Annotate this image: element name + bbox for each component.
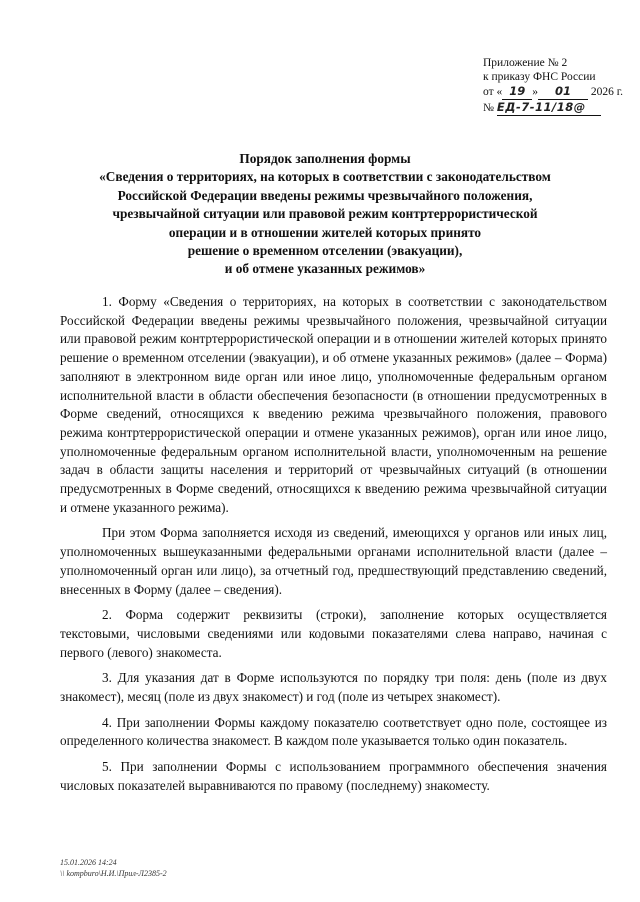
date-month-blank — [538, 84, 588, 100]
paragraph-5: 5. При заполнении Формы с использованием программного обеспечения значения числовых показателей выравниваются по правому (последнему) знакоместу. — [60, 759, 607, 793]
date-day-blank — [502, 84, 532, 100]
number-prefix: № — [483, 102, 494, 114]
date-prefix: от « — [483, 86, 503, 98]
document-body — [60, 293, 607, 803]
order-date — [483, 84, 623, 100]
order-number-handwritten: ЕД-7-11/18@ — [496, 100, 586, 114]
document-title — [60, 150, 590, 279]
appendix-reference — [483, 56, 623, 116]
date-year: 2026 г. — [590, 86, 624, 98]
date-month-handwritten: 01 — [554, 84, 571, 98]
date-mid: » — [532, 86, 538, 98]
title-line: Порядок заполнения формы — [239, 151, 411, 166]
title-line: чрезвычайной ситуации или правовой режим контртеррористической — [112, 206, 538, 222]
appendix-number: Приложение № 2 — [483, 57, 568, 69]
paragraph-1: 1. Форму «Сведения о территориях, на которых в соответствии с законодательством Российской Федерации введены режимы чрезвычайного положения, чрезвычайной ситуации или правовой режим контртеррористической операции и в отношении жителей которых принято решение о временном отселении (эвакуации), и об отмене указанных режимов» (далее – Форма) заполняют в электронном виде орган или иное лицо, уполномоченные федеральным органом исполнительной власти в области обеспечения безопасности (в отношении предусмотренных в Форме сведений, относящихся к введению режима чрезвычайного положения, правового режима контртеррористической операции и отмене указанных режимов), орган или иное лицо, уполномоченные федеральным органом исполнительной власти, уполномоченным на решение задач в области защиты населения и территорий от чрезвычайных ситуаций (в отношении предусмотренных в Форме сведений, относящихся к введению режима чрезвычайной ситуации и отмене указанного режима). — [60, 294, 607, 515]
date-day-handwritten: 19 — [509, 84, 526, 98]
title-line: операции и в отношении жителей которых принято — [168, 224, 482, 240]
title-line: решение о временном отселении (эвакуации), — [187, 243, 463, 259]
paragraph-1-continued: При этом Форма заполняется исходя из сведений, имеющихся у органов или иных лиц, уполномоченных вышеуказанными федеральными органами исполнительной власти (далее – уполномоченный орган или лицо), за отчетный год, предшествующий представлению сведений, внесенных в Форму (далее – сведения). — [60, 525, 607, 597]
footer-file-path: \\ kompburo\Н.И.\Прил-Л2385-2 — [60, 869, 167, 878]
paragraph-3: 3. Для указания дат в Форме используются по порядку три поля: день (поле из двух знакомест), месяц (поле из двух знакомест) и год (поле из четырех знакомест). — [60, 670, 607, 705]
order-reference: к приказу ФНС России — [483, 71, 596, 83]
title-line: и об отмене указанных режимов» — [224, 261, 426, 277]
paragraph-4: 4. При заполнении Формы каждому показателю соответствует одно поле, состоящее из определенного количества знакомест. В каждом поле указывается только один показатель. — [60, 714, 607, 749]
footer-timestamp: 15.01.2026 14:24 — [60, 858, 117, 867]
paragraph-2: 2. Форма содержит реквизиты (строки), заполнение которых осуществляется текстовыми, числовыми сведениями или кодовыми показателями слева направо, начиная с первого (левого) знакоместа. — [60, 607, 607, 660]
order-number-blank — [497, 100, 601, 116]
document-footer — [60, 857, 167, 879]
order-number — [483, 100, 623, 116]
title-line: «Сведения о территориях, на которых в соответствии с законодательством — [99, 169, 551, 185]
title-line: Российской Федерации введены режимы чрезвычайного положения, — [117, 187, 533, 203]
